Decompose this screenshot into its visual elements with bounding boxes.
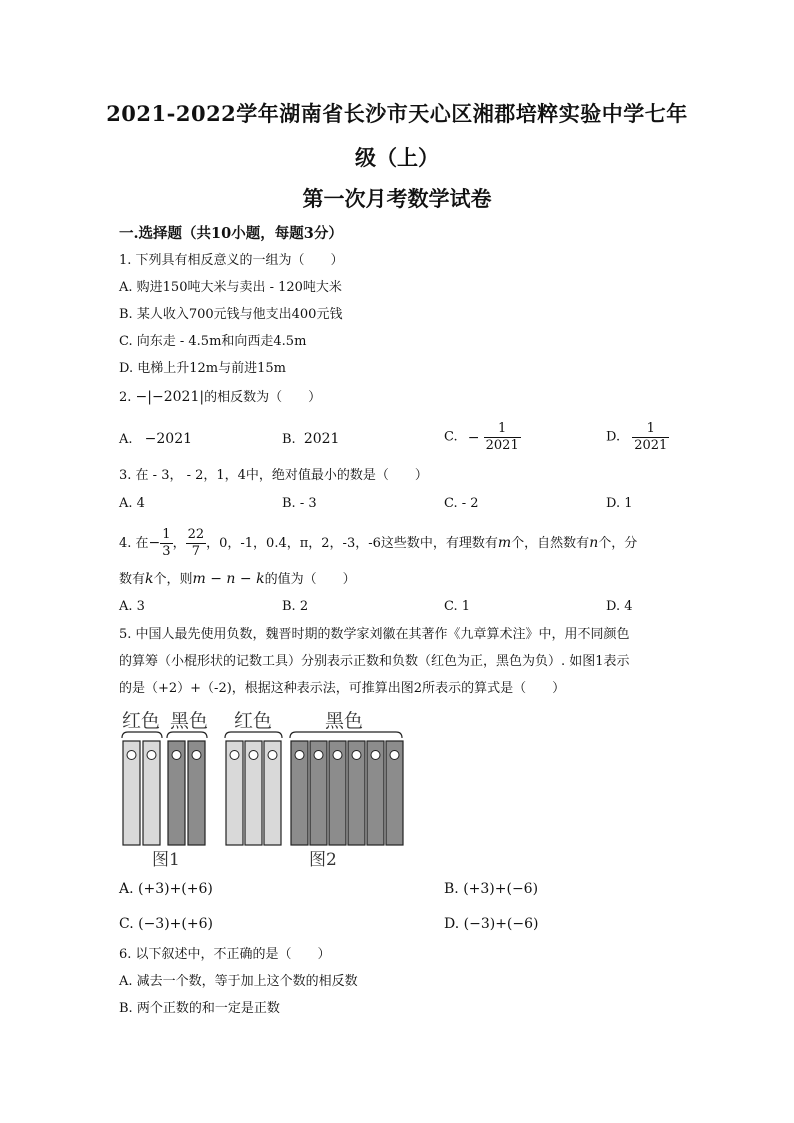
fig2-black-rod (367, 741, 384, 845)
q4-fraction1 (160, 527, 172, 560)
q4-var-n: n (589, 535, 599, 551)
fig1-caption: 图1 (152, 850, 180, 870)
q2-tail: 的相反数为（ ） (204, 390, 322, 405)
q5-stem-line2: 的算筹（小棍形状的记数工具）分别表示正数和负数（红色为正，黑色为负）. 如图1表示 (119, 654, 630, 669)
q2-option-c-fraction (484, 421, 521, 454)
q2-option-d-numerator: 1 (632, 421, 669, 438)
q2-stem (119, 388, 321, 407)
fig1-black-label: 黑色 (170, 710, 209, 732)
q4-fraction2-denominator: 7 (191, 544, 200, 559)
fig1-red-rod (143, 741, 160, 845)
q2-option-a-label: A. (119, 432, 133, 447)
fig2-black-rod (386, 741, 403, 845)
q5-option-a: A. (+3)+(+6) (119, 881, 213, 897)
exam-title-line1: 2021-2022学年湖南省长沙市天心区湘郡培粹实验中学七年 (106, 101, 688, 126)
q4-prefix: 4. 在 (119, 536, 149, 551)
q4-stem-line1 (119, 523, 637, 564)
fig2-red-rod (264, 741, 281, 845)
q1-option-d: D. 电梯上升12m与前进15m (119, 361, 286, 376)
q2-option-b-label: B. (282, 432, 296, 447)
q4-var-k: k (145, 571, 154, 587)
q4-option-b: B. 2 (282, 599, 309, 614)
fig1-red-brace (122, 732, 162, 738)
section-heading: 一.选择题（共10小题，每题3分） (119, 225, 343, 242)
q2-option-d-denominator: 2021 (634, 438, 668, 453)
fig1-black-brace (167, 732, 207, 738)
q4-fraction1-sign: − (148, 535, 161, 551)
q6-stem: 6. 以下叙述中，不正确的是（ ） (119, 947, 331, 962)
q4-expression: m − n − k (192, 571, 265, 587)
q2-number: 2. (119, 390, 132, 405)
q2-option-c-denominator: 2021 (485, 438, 519, 453)
fig2-caption: 图2 (309, 850, 337, 870)
q5-option-c: C. (−3)+(+6) (119, 916, 213, 932)
q1-option-b: B. 某人收入700元钱与他支出400元钱 (119, 307, 343, 322)
q1-stem: 1. 下列具有相反意义的一组为（ ） (119, 253, 344, 268)
q4-list-text: ，0，-1，0.4，π，2，-3，-6这些数中，有理数有 (206, 536, 498, 551)
fig2-red-rod (245, 741, 262, 845)
q2-option-d (606, 421, 669, 454)
q4-option-c: C. 1 (444, 599, 471, 614)
q3-option-a: A. 4 (119, 496, 145, 511)
q4-fraction1-numerator: 1 (162, 527, 171, 542)
fig2-black-label: 黑色 (325, 710, 364, 732)
fig2-red-label: 红色 (234, 710, 273, 732)
q4-text2: 个，自然数有 (511, 536, 590, 551)
q4-line2-prefix: 数有 (119, 572, 146, 587)
q2-option-c-label: C. (444, 429, 458, 445)
q6-option-a: A. 减去一个数，等于加上这个数的相反数 (119, 974, 358, 989)
q2-option-d-fraction (632, 421, 669, 454)
fig1-black-rod (188, 741, 205, 845)
fig2-black-rod (291, 741, 308, 845)
fig2-black-rod (310, 741, 327, 845)
q4-comma: ， (172, 536, 186, 551)
q3-option-b: B. - 3 (282, 496, 317, 511)
q1-option-a: A. 购进150吨大米与卖出 - 120吨大米 (119, 280, 342, 295)
q2-option-c-numerator: 1 (484, 421, 521, 438)
q5-stem-line1: 5. 中国人最先使用负数，魏晋时期的数学家刘徽在其著作《九章算术注》中，用不同颜色 (119, 627, 630, 642)
q4-fraction2 (186, 527, 207, 560)
q3-option-c: C. - 2 (444, 496, 479, 511)
q6-option-b: B. 两个正数的和一定是正数 (119, 1001, 280, 1016)
fig2-red-brace (225, 732, 282, 738)
fig1-black-rod (168, 741, 185, 845)
q3-option-d: D. 1 (606, 496, 633, 511)
q4-fraction1-denominator: 3 (162, 544, 171, 559)
exam-subtitle: 第一次月考数学试卷 (302, 186, 492, 211)
q4-text3: 个，分 (598, 536, 638, 551)
q4-line2-tail: 的值为（ ） (264, 572, 356, 587)
fig1-red-label: 红色 (122, 710, 161, 732)
q4-option-a: A. 3 (119, 599, 145, 614)
q5-option-b: B. (+3)+(−6) (444, 881, 539, 897)
q3-stem: 3. 在 - 3， - 2，1，4中，绝对值最小的数是（ ） (119, 468, 428, 483)
q1-option-c: C. 向东走 - 4.5m和向西走4.5m (119, 334, 307, 349)
q2-option-c (444, 421, 521, 454)
fig2-black-brace (290, 732, 402, 738)
q4-line2-mid: 个，则 (153, 572, 193, 587)
q4-fraction2-numerator: 22 (187, 527, 205, 542)
fig1-red-rod (123, 741, 140, 845)
q5-option-d: D. (−3)+(−6) (444, 916, 539, 932)
q4-stem-line2 (119, 570, 356, 589)
q2-option-b (282, 430, 339, 449)
fig2-black-rod (329, 741, 346, 845)
q2-option-a-value: −2021 (144, 431, 193, 447)
fig2-black-rod (348, 741, 365, 845)
q2-option-b-value: 2021 (303, 431, 340, 447)
q2-option-a (119, 430, 192, 449)
q5-stem-line3: 的是（+2）+（-2)，根据这种表示法，可推算出图2所表示的算式是（ ） (119, 681, 566, 696)
q4-option-d: D. 4 (606, 599, 633, 614)
q2-option-c-sign: − (467, 429, 480, 446)
q4-var-m: m (497, 535, 512, 551)
counting-rods-figure (112, 705, 412, 870)
q2-option-d-label: D. (606, 429, 621, 445)
q2-expression: −|−2021| (135, 389, 205, 405)
fig2-red-rod (226, 741, 243, 845)
exam-title-line2: 级（上） (355, 145, 439, 170)
